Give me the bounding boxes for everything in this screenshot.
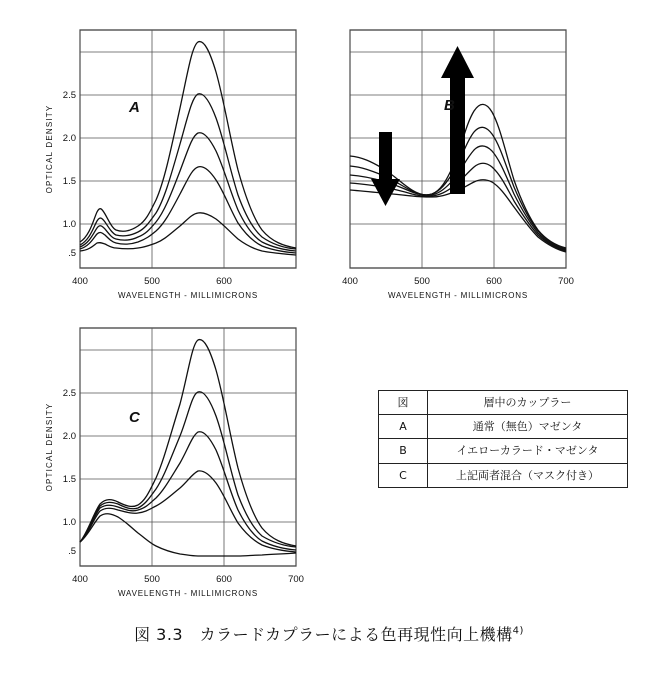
chart-c-svg (36, 312, 326, 602)
svg-text:2.0: 2.0 (62, 431, 76, 442)
chart-panel-a (36, 14, 316, 304)
svg-text:.5: .5 (68, 248, 76, 259)
svg-text:600: 600 (216, 574, 232, 585)
chart-c-y-ticks (63, 388, 76, 557)
chart-a-y-ticks (63, 90, 76, 259)
panel-letter-c: C (129, 409, 140, 426)
svg-text:500: 500 (144, 574, 160, 585)
legend-header-row (379, 391, 628, 415)
chart-panel-c (36, 312, 326, 602)
panel-letter-b: B (444, 97, 455, 114)
figure-caption-superscript: 4) (512, 625, 524, 637)
legend-row-key-b: B (379, 439, 428, 463)
svg-text:700: 700 (558, 276, 574, 287)
table-row (379, 439, 628, 463)
svg-text:600: 600 (486, 276, 502, 287)
legend-row-value-a: 通常（無色）マゼンタ (428, 415, 628, 439)
svg-text:1.0: 1.0 (62, 219, 76, 230)
legend-row-key-c: C (379, 463, 428, 487)
figure-caption-text: 図 3.3 カラードカプラーによる色再現性向上機構 (134, 625, 513, 644)
svg-text:400: 400 (342, 276, 358, 287)
svg-text:1.5: 1.5 (62, 474, 76, 485)
chart-a-x-ticks (72, 276, 232, 287)
figure-caption (0, 622, 658, 645)
chart-c-xlabel: WAVELENGTH - MILLIMICRONS (117, 589, 259, 598)
legend-table (378, 390, 628, 488)
svg-text:1.0: 1.0 (62, 517, 76, 528)
legend-row-value-b: イエローカラード・マゼンタ (428, 439, 628, 463)
legend-header-value: 層中のカップラー (428, 391, 628, 415)
chart-c-x-ticks (72, 574, 304, 585)
svg-text:2.5: 2.5 (62, 90, 76, 101)
svg-text:500: 500 (144, 276, 160, 287)
chart-a-xlabel: WAVELENGTH - MILLIMICRONS (117, 291, 259, 300)
svg-text:2.5: 2.5 (62, 388, 76, 399)
chart-c-ylabel: OPTICAL DENSITY (45, 402, 54, 492)
svg-text:400: 400 (72, 574, 88, 585)
svg-text:1.5: 1.5 (62, 176, 76, 187)
svg-text:500: 500 (414, 276, 430, 287)
chart-b-xlabel: WAVELENGTH - MILLIMICRONS (387, 291, 529, 300)
legend-row-value-c: 上記両者混合（マスク付き） (428, 463, 628, 487)
svg-text:.5: .5 (68, 546, 76, 557)
table-row (379, 415, 628, 439)
chart-a-ylabel: OPTICAL DENSITY (45, 104, 54, 194)
svg-text:400: 400 (72, 276, 88, 287)
svg-text:700: 700 (288, 574, 304, 585)
svg-text:2.0: 2.0 (62, 133, 76, 144)
legend-header-key: 図 (379, 391, 428, 415)
chart-a-svg (36, 14, 316, 304)
legend-row-key-a: A (379, 415, 428, 439)
chart-panel-b (336, 14, 626, 304)
chart-b-svg (336, 14, 626, 304)
table-row (379, 463, 628, 487)
panel-letter-a: A (129, 99, 140, 116)
svg-text:600: 600 (216, 276, 232, 287)
chart-b-x-ticks (342, 276, 574, 287)
